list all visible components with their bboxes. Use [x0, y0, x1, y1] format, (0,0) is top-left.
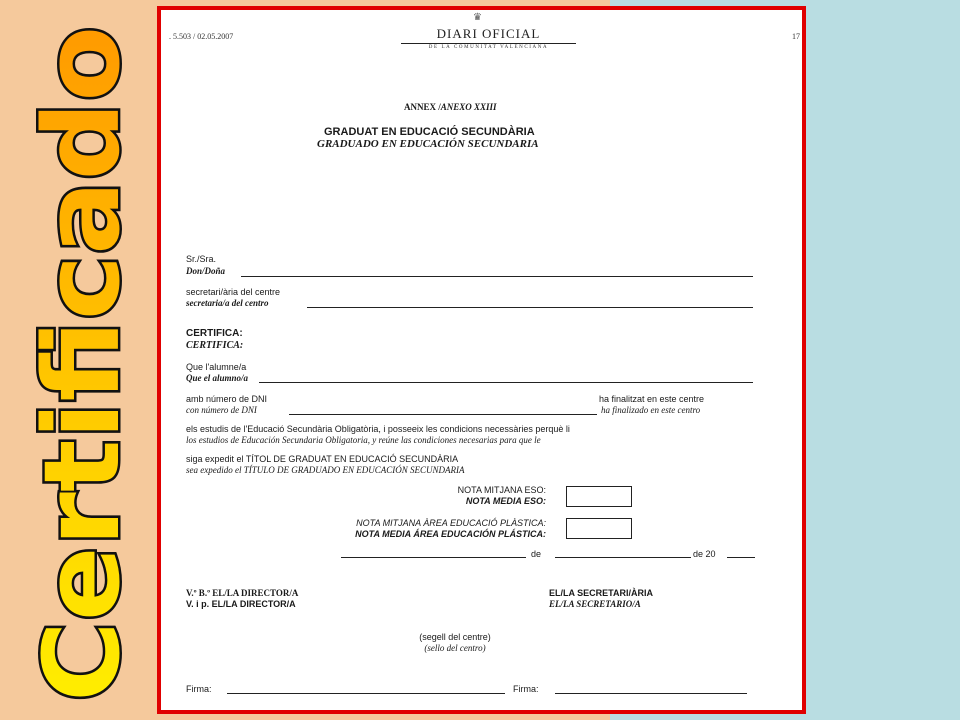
- firma-director-label: Firma:: [186, 684, 212, 694]
- firma-secretario-line: [555, 693, 747, 694]
- masthead-subtitle: DE LA COMUNITAT VALENCIANA: [428, 45, 549, 50]
- label-finalizado-es: ha finalizado en este centro: [601, 405, 701, 415]
- label-nota-eso-es: NOTA MEDIA ESO:: [465, 496, 546, 506]
- segell-val: (segell del centre): [419, 632, 491, 642]
- masthead-title: DIARI OFICIAL: [436, 26, 541, 41]
- label-alumne-val: Que l'alumne/a: [186, 362, 247, 372]
- nota-eso-box: [566, 486, 632, 507]
- label-secretari-es: secretaria/a del centro: [186, 298, 269, 308]
- label-secretari-val: secretari/ària del centre: [186, 287, 281, 297]
- date-year-line: [727, 557, 755, 558]
- firma-secretario-label: Firma:: [513, 684, 539, 694]
- date-day-line: [341, 557, 526, 558]
- document-frame: [157, 6, 806, 714]
- header-page-number: 17: [792, 32, 800, 41]
- text-titulo-es: sea expedido el TÍTULO DE GRADUADO EN EDUCACIÓN SECUNDARIA: [186, 465, 465, 475]
- side-title: [0, 0, 150, 720]
- side-title-graphic: [0, 0, 150, 720]
- text-titol-val: siga expedit el TÍTOL DE GRADUAT EN EDUCACIÓ SECUNDÀRIA: [186, 454, 459, 464]
- title-valencian: GRADUAT EN EDUCACIÓ SECUNDÀRIA: [324, 126, 535, 138]
- date-month-line: [555, 557, 691, 558]
- label-finalitzat-val: ha finalitzat en este centre: [599, 394, 705, 404]
- director-es: V. i p. EL/LA DIRECTOR/A: [186, 599, 296, 609]
- annex-label: [404, 102, 497, 112]
- label-nota-area-val: NOTA MITJANA ÀREA EDUCACIÓ PLÀSTICA:: [356, 518, 546, 528]
- certificate-document: [161, 10, 802, 710]
- certifica-val: CERTIFICA:: [186, 328, 243, 339]
- secretario-es: EL/LA SECRETARIO/A: [549, 599, 641, 609]
- header-issue-date: . 5.503 / 02.05.2007: [169, 32, 234, 41]
- name-line: [241, 276, 753, 277]
- secretario-val: EL/LA SECRETARI/ÀRIA: [549, 588, 654, 598]
- nota-area-box: [566, 518, 632, 539]
- director-val: V.º B.º EL/LA DIRECTOR/A: [186, 588, 299, 598]
- label-sr-es: Don/Doña: [186, 266, 226, 276]
- text-estudios-es: los estudios de Educación Secundaria Obligatoria, y reúne las condiciones necesarias para que le: [186, 435, 541, 445]
- date-year-label: de 20: [693, 549, 716, 559]
- masthead-rule: [401, 43, 576, 44]
- label-dni-val: amb número de DNI: [186, 394, 268, 404]
- date-de-label: de: [531, 549, 542, 559]
- label-nota-area-es: NOTA MEDIA ÁREA EDUCACIÓN PLÁSTICA:: [355, 529, 546, 539]
- label-dni-es: con número de DNI: [186, 405, 257, 415]
- label-nota-eso-val: NOTA MITJANA ESO:: [457, 485, 546, 495]
- centre-line: [307, 307, 753, 308]
- student-line: [259, 382, 753, 383]
- dni-line: [289, 414, 597, 415]
- certifica-es: CERTIFICA:: [186, 340, 244, 351]
- label-sr-val: Sr./Sra.: [186, 254, 217, 264]
- title-spanish: GRADUADO EN EDUCACIÓN SECUNDARIA: [317, 138, 539, 150]
- label-alumne-es: Que el alumno/a: [186, 373, 249, 383]
- sello-es: (sello del centro): [424, 643, 486, 653]
- masthead: [401, 20, 576, 50]
- text-estudis-val: els estudis de l'Educació Secundària Obligatòria, i posseeix les condicions necessàries perquè li: [186, 424, 570, 434]
- annex-es: ANEXO XXIII: [440, 102, 497, 112]
- crest-icon: ♛: [473, 12, 482, 23]
- side-title-text: Certificado: [21, 63, 143, 702]
- firma-director-line: [227, 693, 505, 694]
- annex-val: ANNEX /: [404, 102, 441, 112]
